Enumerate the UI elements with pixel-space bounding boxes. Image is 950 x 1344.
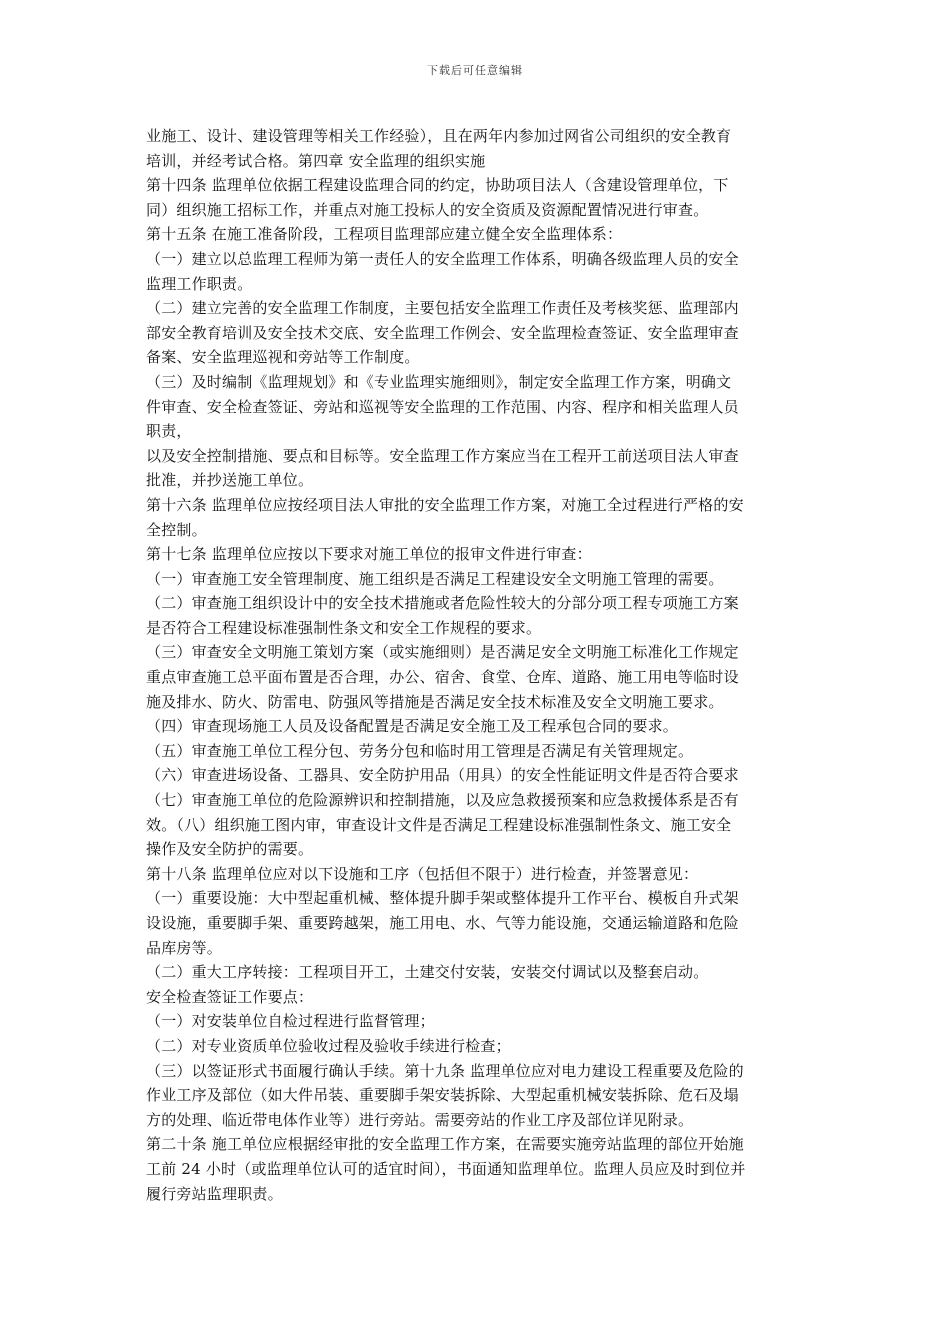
text-line: 以及安全控制措施、要点和目标等。安全监理工作方案应当在工程开工前送项目法人审查 [146,446,739,465]
text-line: （三）及时编制《监理规划》和《专业监理实施细则》，制定安全监理工作方案，明确文 [146,372,732,391]
text-line: 品库房等。 [146,938,223,957]
text-line: 监理工作职责。 [146,274,253,293]
text-line: 效。（八）组织施工图内审，审查设计文件是否满足工程建设标准强制性条文、施工安全 [146,815,732,834]
text-line: 作业工序及部位（如大件吊装、重要脚手架安装拆除、大型起重机械安装拆除、危石及塌 [146,1086,739,1105]
text-line: 批准，并抄送施工单位。 [146,471,314,490]
text-line: （七）审查施工单位的危险源辨识和控制措施，以及应急救援预案和应急救援体系是否有 [146,791,739,810]
text-line: 方的处理、临近带电体作业等）进行旁站。需要旁站的作业工序及部位详见附录。 [146,1110,694,1129]
text-line: 第十四条 监理单位依据工程建设监理合同的约定，协助项目法人（含建设管理单位，下 [146,176,729,195]
text-line: （二）审查施工组织设计中的安全技术措施或者危险性较大的分部分项工程专项施工方案 [146,594,739,613]
text-line: 备案、安全监理巡视和旁站等工作制度。 [146,348,420,367]
text-line: （二）对专业资质单位验收过程及验收手续进行检查； [146,1036,511,1055]
text-line: 第十七条 监理单位应按以下要求对施工单位的报审文件进行审查： [146,545,592,564]
text-line: 重点审查施工总平面布置是否合理，办公、宿舍、食堂、仓库、道路、施工用电等临时设 [146,668,739,687]
text-line: （一）审查施工安全管理制度、施工组织是否满足工程建设安全文明施工管理的需要。 [146,569,724,588]
text-line: 职责， [146,422,192,441]
text-line: 培训，并经考试合格。第四章 安全监理的组织实施 [146,151,486,170]
text-line: 设设施，重要脚手架、重要跨越架，施工用电、水、气等力能设施，交通运输道路和危险 [146,914,739,932]
text-line: 件审查、安全检查签证、旁站和巡视等安全监理的工作范围、内容、程序和相关监理人员 [146,397,739,416]
text-line: 第十六条 监理单位应按经项目法人审批的安全监理工作方案，对施工全过程进行严格的安 [146,495,744,514]
page-header: 下载后可任意编辑 [427,64,523,77]
text-line: （三）以签证形式书面履行确认手续。第十九条 监理单位应对电力建设工程重要及危险的 [146,1061,744,1080]
text-line: （一）对安装单位自检过程进行监督管理； [146,1012,435,1031]
text-line: 是否符合工程建设标准强制性条文和安全工作规程的要求。 [146,618,542,637]
text-line: 施及排水、防火、防雷电、防强风等措施是否满足安全技术标准及安全文明施工要求。 [146,692,724,711]
text-line: （四）审查现场施工人员及设备配置是否满足安全施工及工程承包合同的要求。 [146,717,679,736]
text-line: 第十八条 监理单位应对以下设施和工序（包括但不限于）进行检查，并签署意见： [146,864,699,883]
text-line: 第二十条 施工单位应根据经审批的安全监理工作方案，在需要实施旁站监理的部位开始施 [146,1135,744,1154]
text-line: 同）组织施工招标工作，并重点对施工投标人的安全资质及资源配置情况进行审查。 [146,200,709,219]
text-line: （六）审查进场设备、工器具、安全防护用品（用具）的安全性能证明文件是否符合要求 [146,766,739,785]
text-line: 全控制。 [146,520,207,539]
text-line: 业施工、设计、建设管理等相关工作经验），且在两年内参加过网省公司组织的安全教育 [146,127,732,145]
text-line: （三）审查安全文明施工策划方案（或实施细则）是否满足安全文明施工标准化工作规定 [146,643,739,662]
text-line: 安全检查签证工作要点： [146,987,314,1006]
text-line: 第十五条 在施工准备阶段，工程项目监理部应建立健全安全监理体系： [146,225,623,244]
text-line: （一）建立以总监理工程师为第一责任人的安全监理工作体系，明确各级监理人员的安全 [146,249,739,268]
text-line: 履行旁站监理职责。 [146,1184,283,1203]
text-line: 操作及安全防护的需要。 [146,840,314,859]
text-line: （一）重要设施：大中型起重机械、整体提升脚手架或整体提升工作平台、模板自升式架 [146,889,739,908]
text-line: （二）重大工序转接：工程项目开工，土建交付安装，安装交付调试以及整套启动。 [146,963,709,982]
document-body [146,124,816,1206]
text-line: （五）审查施工单位工程分包、劳务分包和临时用工管理是否满足有关管理规定。 [146,741,694,760]
text-line: （二）建立完善的安全监理工作制度，主要包括安全监理工作责任及考核奖惩、监理部内 [146,299,739,318]
text-line: 部安全教育培训及安全技术交底、安全监理工作例会、安全监理检查签证、安全监理审查 [146,323,739,342]
text-line: 工前 24 小时（或监理单位认可的适宜时间），书面通知监理单位。监理人员应及时到位并 [146,1159,746,1178]
